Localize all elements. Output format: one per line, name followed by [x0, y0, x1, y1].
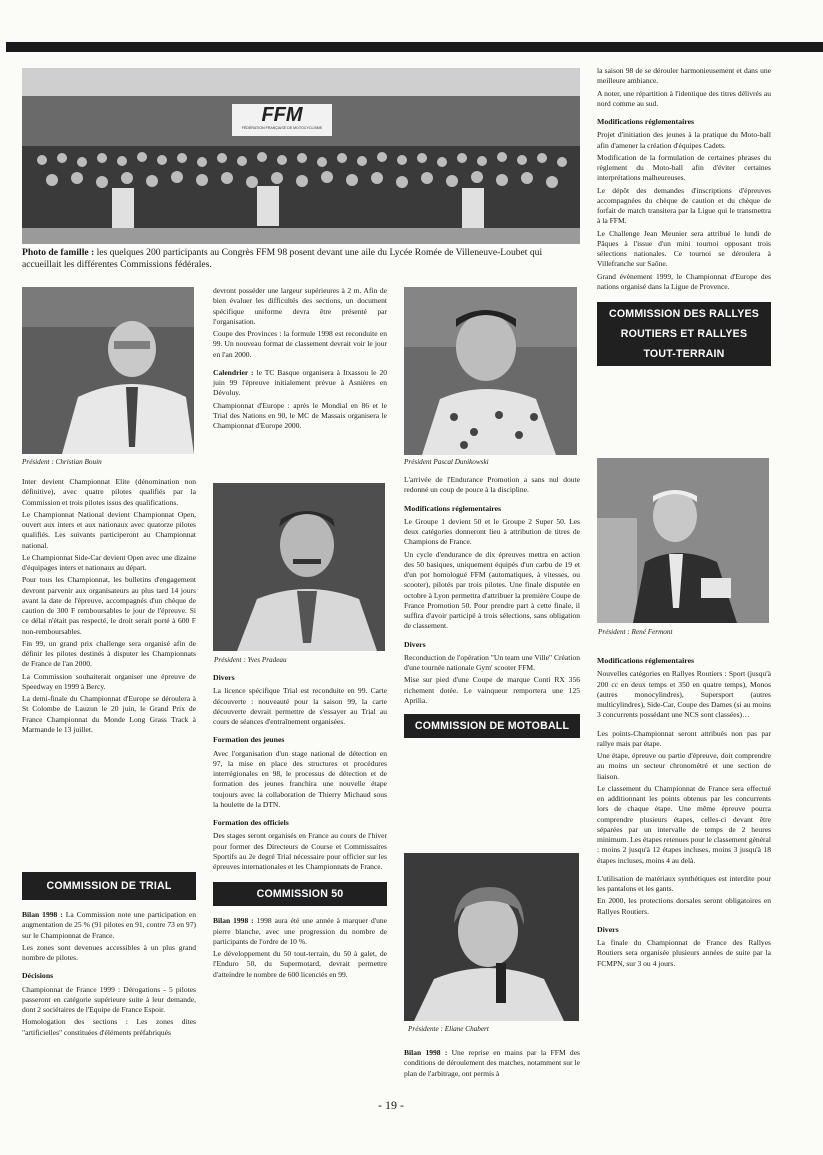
col4-points: Les points-Championnat seront attribués non pas par rallye mais par étape.: [597, 728, 771, 748]
column-4-bottom: [597, 648, 771, 971]
col3-divers-2: Mise sur pied d'une Coupe de marque Conti RX 356 richement dotée. Le vainqueur remportera une 125 Aprilia.: [404, 675, 580, 705]
col2-officiels: Des stages seront organisés en France au cours de l'hiver pour former des Directeurs de Course et Commissaires Sportifs au 2e degré Trial nécessaire pour officier sur les épreuves internationales et les Championnats de France.: [213, 831, 387, 871]
caption-lead: Photo de famille :: [22, 247, 95, 258]
col4-modif-4: Le Challenge Jean Meunier sera attribué le lundi de Pâques à l'issue d'un mini tournoi opposant trois sélections nationales. Ce tournoi se déroulera à Villefranche sur Saône.: [597, 228, 771, 269]
col1-decisions-2: Homologation des sections : Les zones dites "artificielles" constituées d'éléments préfabriqués: [22, 1017, 196, 1037]
bilan-moto-text: Une reprise en mains par la FFM des conditions de déroulement des matches, notamment sur le plan de l'arbitrage, ont permis à: [404, 1048, 580, 1078]
banner-rallyes-line-3: TOUT-TERRAIN: [643, 348, 725, 360]
col2-divers: La licence spécifique Trial est reconduite en 99. Carte découverte : nouveauté pour la saison 99, la carte découverte devrait permettre de s'essayer au Trial au cours de séances d'entraînement organisées.: [213, 686, 387, 726]
col4-modif-3: Le dépôt des demandes d'inscriptions d'épreuves accompagnées du chèque de caution et du chèque de forfait de match transitera par la Ligue qui le transmettra à la FFM.: [597, 185, 771, 226]
col4-materiaux: L'utilisation de matériaux synthétiques est interdite pour les pantalons et les gants.: [597, 873, 771, 893]
col1-decisions-1: Championnat de France 1999 : Dérogations - 5 pilotes passeront en catégorie supérieure suite à leur demande, dont 2 sociétaires de l'Equipe de France Espoir.: [22, 984, 196, 1014]
col3-bilan: [404, 1048, 580, 1079]
caption-text: les quelques 200 participants au Congrès FFM 98 posent devant une aile du Lycée Romée de Villeneuve-Loubet qui accueillait les différentes Commissions fédérales.: [22, 247, 543, 270]
ffm-banner-logo: FFM: [261, 104, 303, 126]
bilan-text: La Commission note une participation en augmentation de 25 % (91 pilotes en 91, contre 73 en 97) sur le Championnat de France.: [22, 910, 196, 940]
col1-para-4: Pour tous les Championnat, les bulletins d'engagement devront parvenir aux organisateurs au plus tard 14 jours avant la date de l'épreuve, accompagnés d'un chèque de caution de 300 F remboursables le jour de l'épreuve. Si ce délai n'était pas respecté, le droit serait porté à 600 F non-remboursables.: [22, 575, 196, 636]
col4-top: la saison 98 de se dérouler harmonieusement et dans une meilleure ambiance.: [597, 66, 771, 86]
calendrier-text: le TC Basque organisera à Itxassou le 20 juin 99 l'épreuve initialement prévue à Asnières en Dévoluy.: [213, 367, 387, 398]
heading-modif-rallyes: Modifications réglementaires: [597, 656, 695, 665]
column-2-top: [213, 286, 387, 433]
col1-para-7: La demi-finale du Championnat d'Europe se déroulera à St Colombe de Lauzun le 20 juin, le Grand Prix de France Championnat du Monde Long Grass Track à Marmande le 13 juillet.: [22, 694, 196, 734]
banner-commission-motoball: COMMISSION DE MOTOBALL: [404, 714, 580, 738]
col1-bilan: [22, 910, 196, 941]
col3-modif: Le Groupe 1 devient 50 et le Groupe 2 Super 50. Les deux catégories donneront lieu à attribution de titres de Champions de France.: [404, 516, 580, 547]
portrait-yves-pradeau: [213, 483, 385, 651]
col3-endurance: L'arrivée de l'Endurance Promotion a sans nul doute redonné un coup de pouce à la discipline.: [404, 475, 580, 495]
ffm-banner-subtitle: FÉDÉRATION FRANÇAISE DE MOTOCYCLISME: [241, 126, 323, 130]
heading-modif-motoball: Modifications réglementaires: [597, 117, 695, 126]
col2-bilan: [213, 916, 387, 947]
top-rule: [6, 42, 823, 52]
col1-para-5: Fin 99, un grand prix challenge sera organisé afin de définir les pilotes destinés à disputer les Championnats de France de l'an 2000.: [22, 638, 196, 669]
page-number: - 19 -: [378, 1098, 404, 1112]
portrait-eliane-chabert: [404, 853, 579, 1021]
bilan50-text: 1998 aura été une année à marquer d'une pierre blanche, avec une progression du nombre de participants de l'ordre de 10 %.: [213, 916, 387, 946]
caption-dunikowski: Président Pascal Dunikowski: [404, 458, 489, 466]
col4-modif-1: Projet d'initiation des jeunes à la pratique du Moto-ball afin d'amener la création d'équipes Cadets.: [597, 130, 771, 150]
heading-decisions: Décisions: [22, 971, 54, 981]
caption-chabert: Présidente : Eliane Chabert: [408, 1025, 489, 1033]
banner-commission-50: COMMISSION 50: [213, 882, 387, 906]
col2-europe: Championnat d'Europe : après le Mondial en 86 et le Trial des Nations en 90, le MC de Massais organisera le Championnat d'Europe 2000.: [213, 400, 387, 430]
column-3-bottom: [404, 1048, 580, 1081]
banner-rallyes-line-1: COMMISSION DES RALLYES: [609, 308, 759, 320]
heading-formation-jeunes: Formation des jeunes: [213, 735, 285, 745]
group-photo-caption: [22, 247, 582, 271]
heading-divers-trial: Divers: [213, 673, 235, 682]
col4-modif2: Nouvelles catégories en Rallyes Routiers : Sport (jusqu'à 200 cc en deux temps et 350 en quatre temps), Monos (autres monocylindres), Supersport (autres multicylindres), Side-Car, Coupe des Dames (si au moins 3 concurrents possédant une NCS sont classées)…: [597, 669, 771, 720]
portrait-pascal-dunikowski: [404, 287, 577, 455]
col3-divers: Reconduction de l'opération "Un team une Ville" Création d'une tournée nationale Gym' scooter FFM.: [404, 652, 580, 672]
col2-para-1: devront posséder une largeur supérieures à 2 m. Afin de bien évaluer les difficultés des sections, un document spécifique uniforme devra être présenté par l'organisation.: [213, 286, 387, 326]
banner-rallyes-line-2: ROUTIERS ET RALLYES: [620, 328, 748, 340]
col4-modif-2: Modification de la formulation de certaines phrases du règlement du Moto-ball afin d'éviter certaines interprétations malheureuses.: [597, 152, 771, 183]
portrait-christian-bouin: [22, 287, 194, 454]
col2-calendrier: [213, 368, 387, 399]
banner-commission-trial: COMMISSION DE TRIAL: [22, 872, 196, 900]
col1-zones: Les zones sont devenues accessibles à un plus grand nombre de pilotes.: [22, 942, 196, 962]
column-1: [22, 477, 196, 737]
column-2-bottom: [213, 665, 387, 982]
col2-jeunes: Avec l'organisation d'un stage national de détection en 97, la mise en place des structures et procédures interrégionales en 98, le processus de détection et de formation des jeunes franchira une nouvelle étape toujours avec la collaboration de Thierry Michaud sous la houlette de la DTN.: [213, 748, 387, 809]
banner-commission-rallyes: [597, 302, 771, 366]
bilan-lead: Bilan 1998 :: [22, 910, 63, 919]
group-photo: [22, 68, 580, 244]
col4-etape: Une étape, épreuve ou partie d'épreuve, doit comprendre au moins un secteur chronométré et une section de liaison.: [597, 751, 771, 781]
col1-para-2: Le Championnat National devient Championnat Open, ouvert aux inters et aux nationaux avec quatorze pilotes qualifiés. Les suivants participeront au Championnat national.: [22, 509, 196, 550]
col4-classement: Le classement du Championnat de France sera effectué en additionnant les points obtenus par les concurrents lors de chaque étape. Une même épreuve pourra comprendre plusieurs étapes, celles-ci devant être séparées par un intervalle de temps de 2 heures minimum. Les étapes retenues pour le classement général : moins 2 jusqu'à 12 étapes incluses, moins 3 jusqu'à 18 étapes incluses, moins 4 au delà.: [597, 783, 771, 865]
column-4-top: [597, 66, 771, 376]
portrait-rene-fermont: [597, 458, 769, 623]
heading-modif-50: Modifications réglementaires: [404, 503, 502, 513]
caption-fermont: Président : René Fermont: [598, 628, 673, 636]
caption-bouin: Président : Christian Bouin: [22, 458, 102, 466]
heading-divers-50: Divers: [404, 639, 426, 649]
bilan50-lead: Bilan 1998 :: [213, 916, 254, 926]
col1-para-6: La Commission souhaiterait organiser une épreuve de Speedway en 1999 à Bercy.: [22, 671, 196, 691]
col2-bilan-2: Le développement du 50 tout-terrain, du 50 à galet, de l'Enduro 50, du Supermotard, devrait permettre d'atteindre le nombre de 600 licenciés en 99.: [213, 949, 387, 979]
heading-formation-officiels: Formation des officiels: [213, 818, 289, 827]
column-3: [404, 475, 580, 748]
col1-para-3: Le Championnat Side-Car devient Open avec une dizaine d'équipages inters et nationaux au départ.: [22, 552, 196, 572]
bilan-moto-lead: Bilan 1998 :: [404, 1048, 448, 1057]
caption-pradeau: Président : Yves Pradeau: [214, 656, 287, 664]
col1-para-1: Inter devient Championnat Elite (dénomination non définitive), avec quatre pilotes qualifiés par la Commission et trois pilotes issus des qualifications.: [22, 477, 196, 507]
heading-divers-rallyes: Divers: [597, 924, 619, 934]
column-1-bottom: [22, 872, 196, 1040]
calendrier-lead: Calendrier :: [213, 367, 254, 377]
col4-note: A noter, une répartition à l'identique des titres délivrés au nord comme au sud.: [597, 88, 771, 108]
col4-divers: La finale du Championnat de France des Rallyes Routiers sera organisée plusieurs années de suite par la FCMPN, sur 3 ou 4 jours.: [597, 938, 771, 968]
col4-protections: En 2000, les protections dorsales seront obligatoires en Rallyes Routiers.: [597, 896, 771, 916]
col2-para-2: Coupe des Provinces : la formule 1998 est reconduite en 99. Un nouveau format de classement devrait voir le jour en l'an 2000.: [213, 329, 387, 359]
col4-modif-5: Grand évènement 1999, le Championnat d'Europe des nations organisé dans la Ligue de Provence.: [597, 271, 771, 291]
col3-cycle: Un cycle d'endurance de dix épreuves mettra en action des 50 basiques, uniquement équipés d'un carbu de 19 et d'un pot homologué FFM (automatiques, à vitesses, ou scooter), pilotés par trois pilotes. Une finale disputée en octobre à Lyon permettra d'attribuer la première Coupe de France Promotion 50. Pour prendre part à cette finale, il suffira d'avoir participé à trois sélections, sans obligation de classement.: [404, 549, 580, 631]
